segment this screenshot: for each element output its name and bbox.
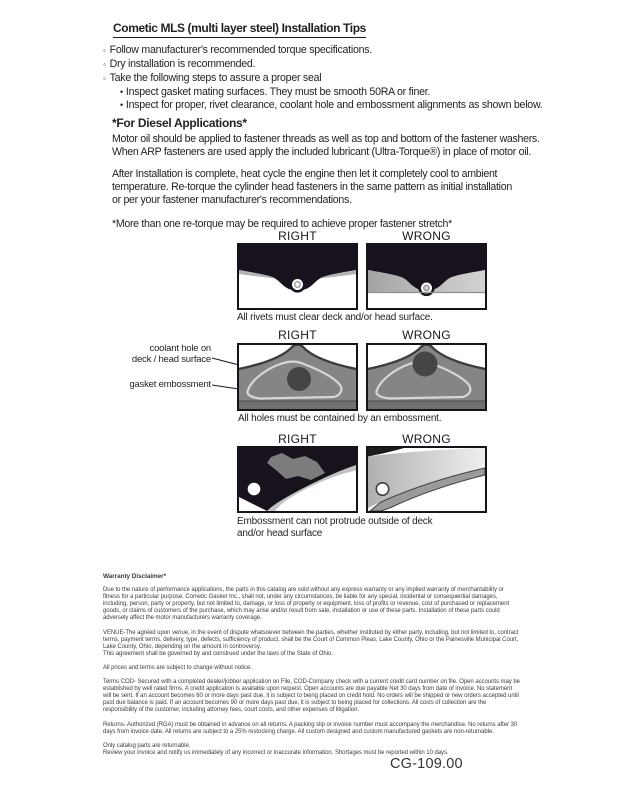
circle-bullet-icon: ◦ (103, 73, 106, 83)
page-title: Cometic MLS (multi layer steel) Installation Tips (113, 21, 366, 38)
paragraph-line: or per your fastener manufacturer's recommendations. (112, 194, 352, 206)
warranty-paragraph: Only catalog parts are returnable. (103, 742, 191, 749)
right-label: RIGHT (278, 328, 317, 342)
wrong-label: WRONG (402, 432, 451, 446)
right-label: RIGHT (278, 229, 317, 243)
bolt-hole-icon (376, 483, 388, 495)
diesel-paragraph-2 (112, 168, 512, 207)
warranty-paragraph: VENUE-The agreed upon venue, in the event of dispute whatsoever between the parties, whether instituted by either party, including, but not limited to, contract terms, payment terms, delivery, type, defects, sufficiency of product, shall be the Court of Common Pleas, Lake County, Ohio or the Painesville Municipal Court, Lake County, Ohio, depending on the amount in controversy. (103, 629, 519, 650)
embossment-protrusion-wrong-figure (366, 446, 487, 513)
warranty-paragraph: Review your invoice and notify us immediately of any incorrect or inaccurate information. Shortages must be reported within 10 days. (103, 749, 449, 756)
installation-tips-list (103, 44, 542, 112)
list-item (103, 44, 542, 58)
tip-text: Follow manufacturer's recommended torque specifications. (109, 44, 373, 56)
gasket-embossment-callout: gasket embossment (129, 379, 211, 390)
circle-bullet-icon: ◦ (103, 59, 106, 69)
warranty-heading: Warranty Disclaimer* (103, 573, 167, 580)
right-label: RIGHT (278, 432, 317, 446)
wrong-label: WRONG (402, 328, 451, 342)
paragraph-line: After Installation is complete, heat cycle the engine then let it completely cool to ambient (112, 168, 498, 180)
callout-line: deck / head surface (131, 354, 211, 365)
diesel-applications-heading: *For Diesel Applications* (112, 116, 247, 130)
bolt-hole-icon (248, 483, 261, 496)
warranty-paragraph: All prices and terms are subject to change without notice. (103, 664, 252, 671)
paragraph-line: Motor oil should be applied to fastener threads as well as top and bottom of the fastener washers. (112, 133, 540, 145)
tip-text: Inspect for proper, rivet clearance, coolant hole and embossment alignments as shown below. (125, 98, 543, 111)
circle-bullet-icon: ◦ (103, 46, 106, 55)
rivet-clearance-wrong-drawing (368, 245, 485, 308)
warranty-paragraph: This agreement shall be governed by and construed under the laws of the State of Ohio. (103, 650, 333, 657)
rivet-clearance-right-drawing (239, 245, 356, 308)
list-item (103, 72, 542, 86)
embossment-protrusion-right-figure (237, 446, 358, 513)
page-code: CG-109.00 (390, 756, 463, 772)
callout-line: coolant hole on (149, 343, 211, 354)
figure-caption (237, 516, 432, 539)
list-item (103, 58, 542, 72)
figure-caption: All rivets must clear deck and/or head surface. (237, 312, 433, 323)
figure-caption: All holes must be contained by an embossment. (238, 413, 442, 424)
coolant-hole-icon (287, 367, 311, 391)
rivet-clearance-right-figure (237, 243, 358, 310)
hole-embossment-right-drawing (239, 345, 356, 409)
tip-text: Inspect gasket mating surfaces. They must be smooth 50RA or finer. (125, 85, 431, 98)
embossment-protrusion-right-drawing (239, 448, 356, 511)
caption-line: Embossment can not protrude outside of deck (237, 516, 433, 527)
tip-text: Take the following steps to assure a proper seal (109, 71, 322, 84)
rivet-clearance-wrong-figure (366, 243, 487, 310)
diesel-paragraph-1 (112, 133, 540, 159)
hole-embossment-right-figure (237, 343, 358, 411)
dot-bullet-icon: • (120, 99, 123, 110)
hole-embossment-wrong-drawing (368, 345, 485, 409)
tip-text: Dry installation is recommended. (109, 57, 256, 70)
wrong-label: WRONG (402, 229, 451, 243)
warranty-paragraph: Due to the nature of performance applications, the parts in this catalog are sold without any express warranty or any implied warranty of merchantability or fitness for a particular purpose. Cometic Gasket Inc., shall not, under any circumstances, be liable for any special, incidental or consequential damages, including, person, party or property, but not limited to, damage, or loss of property or equipment, loss of profits or revenue, cost of purchased or replacement goods, or claims of customers of the purchase, which may arise and/or result from sale, installation or use of these parts. Installation of these parts could adversely affect the motor manufacturers warranty coverage. (103, 587, 510, 622)
embossment-protrusion-wrong-drawing (368, 448, 485, 511)
list-item (120, 99, 542, 112)
caption-line: and/or head surface (237, 527, 323, 539)
hole-embossment-wrong-figure (366, 343, 487, 411)
warranty-disclaimer-section (103, 573, 520, 757)
paragraph-line: When ARP fasteners are used apply the included lubricant (Ultra-Torque®) in place of motor oil. (112, 146, 531, 158)
warranty-paragraph: Returns- Authorized (RGA) must be obtained in advance on all returns. A packing slip or invoice number must accompany the merchandise. No returns after 30 days from invoice date. All returns are subject to a 25% restocking charge. All custom designed and custom manufactured gaskets are non-returnable. (103, 721, 518, 735)
retorque-note: *More than one re-torque may be required to achieve proper fastener stretch* (112, 218, 452, 230)
paragraph-line: temperature. Re-torque the cylinder head fasteners in the same pattern as initial installation (112, 181, 512, 193)
warranty-paragraph: Terms COD- Secured with a completed dealer/jobber application on File, COD-Company check with a current credit card number on file. Open accounts may be established by well rated firms. A credit application is available upon request. Open accounts are due payable Net 30 days from date of invoice. No statement will be sent. If an account becomes 60 or more days past due, it is subject to being placed on credit hold. No orders will be shipped or new orders accepted until past due balance is paid. If an account becomes 90 or more days past due, it is subject to being placed for collections. All costs of collection are the responsibility of the customer, including attorney fees, court costs, and other expenses of litigation. (103, 679, 520, 714)
list-item (120, 86, 542, 99)
dot-bullet-icon: • (120, 86, 123, 97)
coolant-hole-callout (93, 343, 211, 365)
coolant-hole-icon (413, 352, 438, 377)
